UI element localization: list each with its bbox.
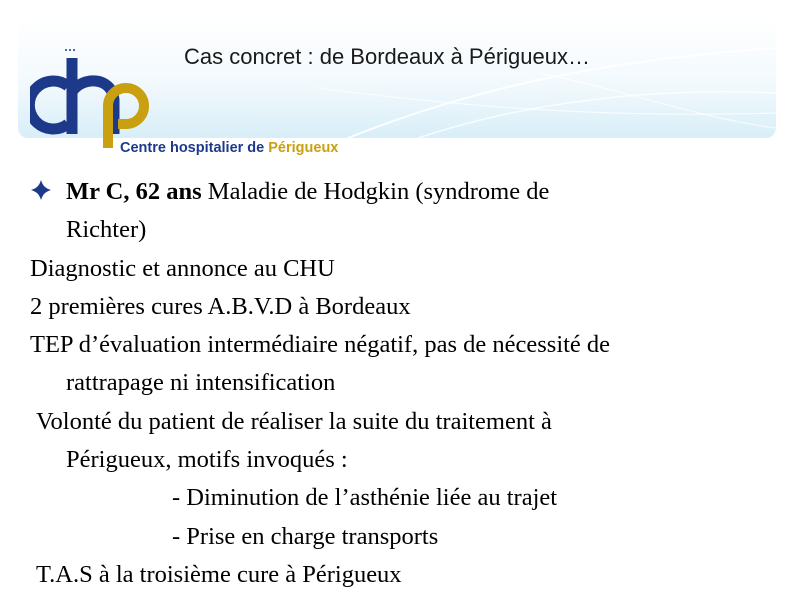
slide-title: Cas concret : de Bordeaux à Périgueux… [184, 44, 591, 69]
slide-body [30, 173, 790, 594]
case-line-1-cont: Richter) [66, 216, 147, 244]
case-line-5-cont: Périgueux, motifs invoqués : [66, 446, 348, 474]
case-line-4-cont: rattrapage ni intensification [66, 369, 336, 397]
hospital-name [120, 140, 338, 156]
case-line-3: 2 premières cures A.B.V.D à Bordeaux [30, 292, 411, 320]
case-line-6: - Diminution de l’asthénie liée au trajet [172, 484, 558, 512]
patient-id: Mr C, 62 ans [66, 178, 202, 205]
diamond-bullet-icon [30, 179, 52, 201]
case-line-4: TEP d’évaluation intermédiaire négatif, pas de nécessité de [30, 331, 611, 359]
diagnosis-text: Maladie de Hodgkin (syndrome de [201, 178, 550, 205]
case-line-2: Diagnostic et annonce au CHU [30, 254, 335, 282]
case-line-5: Volonté du patient de réaliser la suite du traitement à [36, 407, 552, 435]
hospital-name-main: Centre hospitalier de [120, 140, 269, 156]
hospital-name-accent: Périgueux [268, 140, 339, 156]
case-line-7: - Prise en charge transports [172, 522, 439, 550]
case-line-1 [30, 173, 790, 211]
case-line-8: T.A.S à la troisième cure à Périgueux [36, 560, 402, 588]
